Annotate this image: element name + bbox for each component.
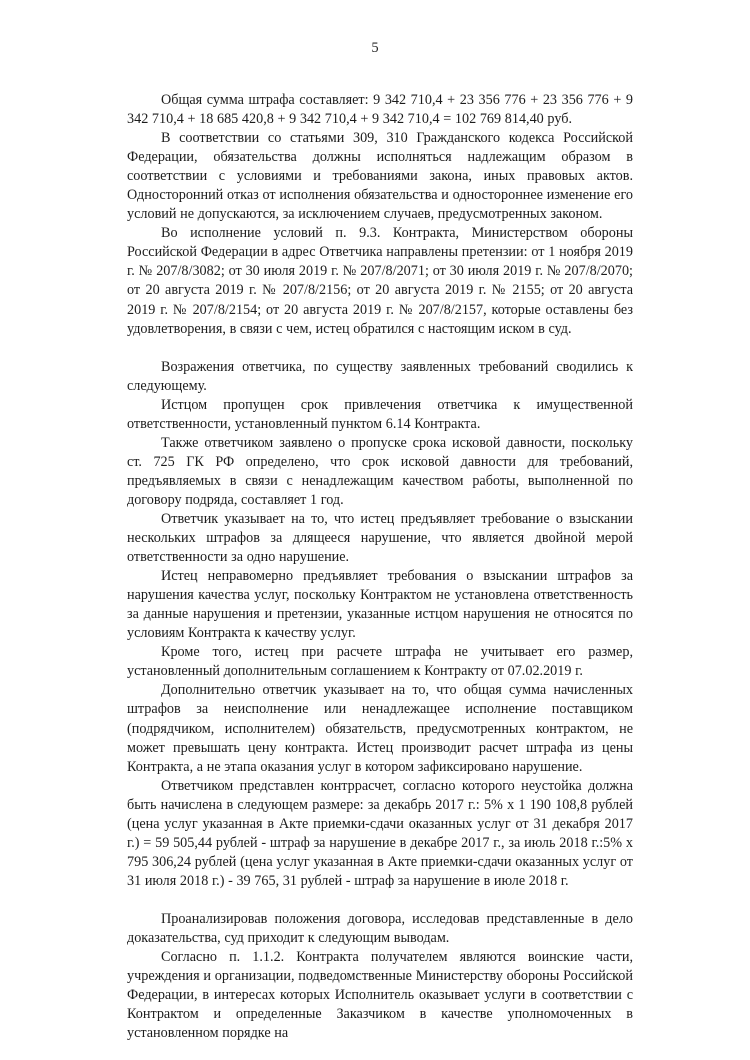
paragraph-defendant-objections-intro: Возражения ответчика, по существу заявленных требований сводились к следующему. xyxy=(127,358,633,394)
paragraph-counter-calculation: Ответчиком представлен контррасчет, согласно которого неустойка должна быть начислена в следующем размере: за декабрь 2017 г.: 5% х 1 190 108,8 рублей (цена услуг указанная в Акте приемки-сдачи оказанных услуг от 31 декабря 2017 г.) = 59 505,44 рублей - штраф за нарушение в декабре 2017 г., за июль 2018 г.:5% х 795 306,24 рублей (цена услуг указанная в Акте приемки-сдачи оказанных услуг от 31 июля 2018 г.) - 39 765, 31 рублей - штраф за нарушение в июле 2018 г. xyxy=(127,777,633,889)
paragraph-quality-violations: Истец неправомерно предъявляет требования о взыскании штрафов за нарушения качества услуг, поскольку Контрактом не установлена ответственность за данные нарушения и претензии, указанные истцом нарушения не относятся по условиям Контракта к качеству услуг. xyxy=(127,568,633,642)
document-body xyxy=(127,91,633,1043)
paragraph-penalty-cap: Дополнительно ответчик указывает на то, что общая сумма начисленных штрафов за неисполнение или ненадлежащее исполнение поставщиком (подрядчиком, исполнителем) обязательств, предусмотренных контрактом, не может превышать цену контракта. Истец производит расчет штрафа из цены Контракта, а не этапа оказания услуг в котором зафиксировано нарушение. xyxy=(127,682,633,775)
paragraph-missed-term-6-14: Истцом пропущен срок привлечения ответчика к имущественной ответственности, установленный пунктом 6.14 Контракта. xyxy=(127,396,633,432)
paragraph-additional-agreement: Кроме того, истец при расчете штрафа не учитывает его размер, установленный дополнительным соглашением к Контракту от 07.02.2019 г. xyxy=(127,644,633,680)
paragraph-double-liability: Ответчик указывает на то, что истец предъявляет требование о взыскании нескольких штрафов за длящееся нарушение, что является двойной мерой ответственности за одно нарушение. xyxy=(127,510,633,566)
paragraph-total-penalty-sum: Общая сумма штрафа составляет: 9 342 710,4 + 23 356 776 + 23 356 776 + 9 342 710,4 + 18 685 420,8 + 9 342 710,4 + 9 342 710,4 = 102 769 814,40 руб. xyxy=(127,92,633,128)
paragraph-court-analysis: Проанализировав положения договора, исследовав представленные в дело доказательства, суд приходит к следующим выводам. xyxy=(127,910,633,946)
paragraph-clause-1-1-2: Согласно п. 1.1.2. Контракта получателем являются воинские части, учреждения и организации, подведомственные Министерству обороны Российской Федерации, в интересах которых Исполнитель оказывает услуги в соответствии с Контрактом и определенные Заказчиком в качестве уполномоченных в установленном порядке на xyxy=(127,949,633,1042)
page-number: 5 xyxy=(371,40,379,56)
paragraph-claims-sent: Во исполнение условий п. 9.3. Контракта, Министерством обороны Российской Федерации в адрес Ответчика направлены претензии: от 1 ноября 2019 г. № 207/8/3082; от 30 июля 2019 г. № 207/8/2071; от 30 июля 2019 г. № 207/8/2070; от 20 августа 2019 г. № 207/8/2156; от 20 августа 2019 г. № 2155; от 20 августа 2019 г. № 207/8/2154; от 20 августа 2019 г. № 207/8/2157, которые оставлены без удовлетворения, в связи с чем, истец обратился с настоящим иском в суд. xyxy=(127,225,633,337)
paragraph-limitation-period: Также ответчиком заявлено о пропуске срока исковой давности, поскольку ст. 725 ГК РФ определено, что срок исковой давности для требований, предъявляемых в связи с ненадлежащим качеством работы, выполненной по договору подряда, составляет 1 год. xyxy=(127,434,633,508)
paragraph-civil-code-articles: В соответствии со статьями 309, 310 Гражданского кодекса Российской Федерации, обязательства должны исполняться надлежащим образом в соответствии с условиями и требованиями закона, иных правовых актов. Односторонний отказ от исполнения обязательства и одностороннее изменение его условий не допускаются, за исключением случаев, предусмотренных законом. xyxy=(127,130,633,223)
